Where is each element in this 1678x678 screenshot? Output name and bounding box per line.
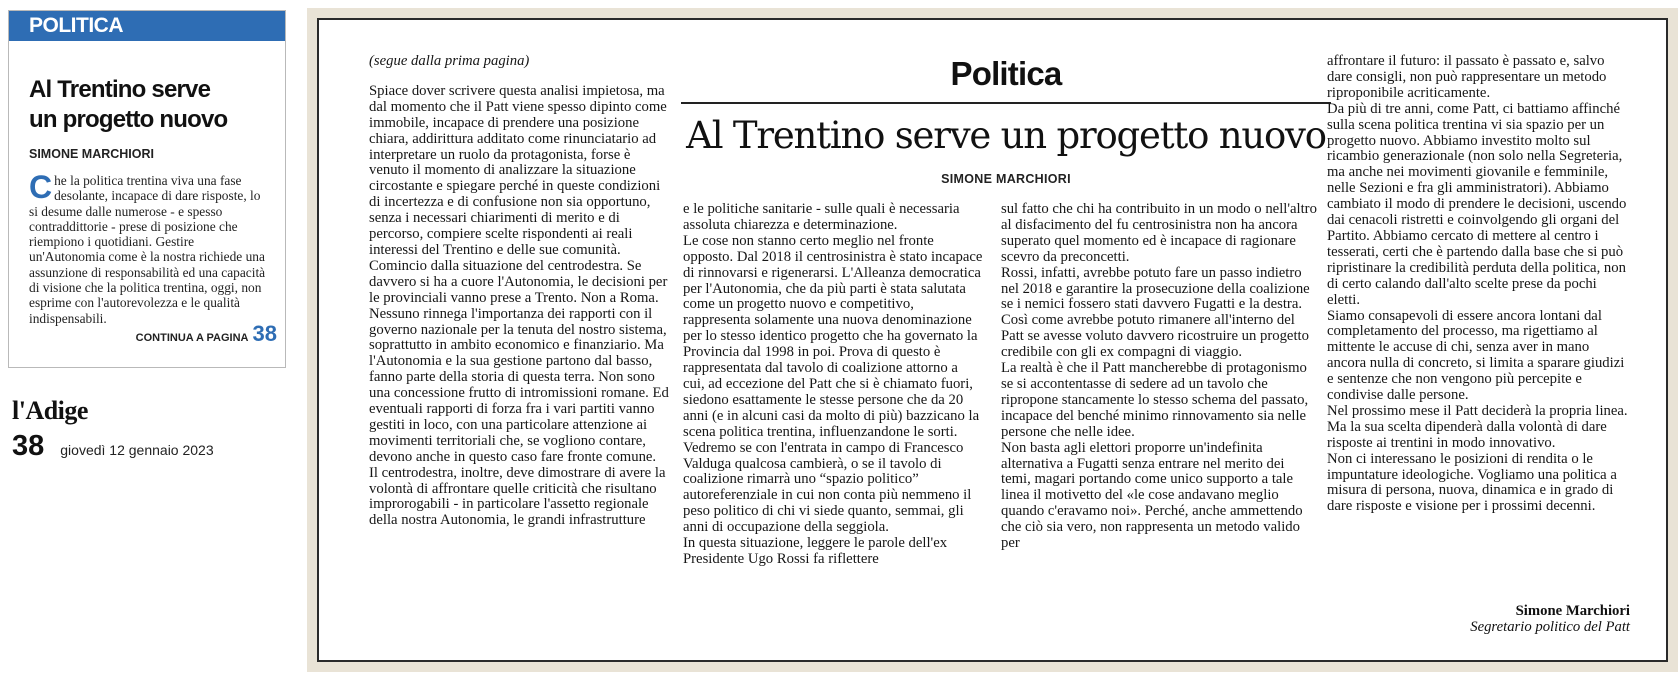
continua-page-number: 38 [252,321,277,346]
paragraph: Le cose non stanno certo meglio nel fronte opposto. Dal 2018 il centrosinistra è stato incapace di rinnovarsi e rigenerarsi. L'Alleanza democratica per l'Autonomia, che da più parti è stata salutata come un progetto nuovo e competitivo, rappresenta solamente una nuova denominazione per lo stesso identico progetto che ha governato la Provincia dal 1998 in poi. Prova di questo è rappresentata dal tavolo di coalizione attorno a cui, ad eccezione del Patt che si è chiamato fuori, siedono esattamente le stesse persone che da 20 anni (e in alcuni casi da molto di più) bazzicano la scena politica trentina, influenzandone le sorti. Vedremo se con l'entrata in campo di Francesco Valduga qualcosa cambierà, o se il tavolo di coalizione rimarrà uno “spazio politico” autoreferenziale in cui non conta più nemmeno il peso politico di chi vi siede quanto, semmai, gli anni di occupazione della seggiola. [683,232,983,536]
paragraph: In questa situazione, leggere le parole dell'ex Presidente Ugo Rossi fa riflettere [683,535,948,567]
segue-note: (segue dalla prima pagina) [369,53,530,69]
preview-excerpt [29,169,269,326]
author-signature [1470,603,1630,635]
headline-block [681,54,1331,186]
masthead [12,396,214,463]
article-preview-card[interactable] [8,10,286,368]
paragraph: Nel prossimo mese il Patt deciderà la propria linea. Ma la sua scelta dipenderà dalla volontà di dare risposte ai trentini in modo innovativo. [1327,402,1628,451]
preview-dropcap: C [29,169,53,205]
preview-title-line-2: un progetto nuovo [29,106,228,133]
article-column-3 [1001,202,1317,552]
preview-section-label: POLITICA [9,11,285,41]
signature-role: Segretario politico del Patt [1470,619,1630,635]
article-page-frame [307,8,1678,672]
paragraph: Rossi, infatti, avrebbe potuto fare un passo indietro nel 2018 e garantire la prosecuzione della coalizione se i nemici fossero stati davvero Fugatti e la destra. Così come avrebbe potuto rimanere all'interno del Patt se avesse voluto davvero ricostruire un progetto credibile con gli ex compagni di viaggio. [1001,264,1310,361]
paragraph: e le politiche sanitarie - sulle quali è necessaria assoluta chiarezza e determinazione. [683,201,960,233]
article-page [317,18,1668,662]
article-column-2 [683,202,983,568]
paragraph: Non ci interessano le posizioni di rendita o le impuntature ideologiche. Vogliamo una politica a misura di persona, nuova, dinamica e in grado di dare risposte e visione per i prossimi decenni. [1327,450,1617,515]
article-byline: SIMONE MARCHIORI [941,172,1071,186]
issue-row [12,430,214,463]
paragraph: affrontare il futuro: il passato è passato e, salvo dare consigli, non può rappresentare un metodo riproponibile acriticamente. [1327,53,1607,101]
paragraph: Non basta agli elettori proporre un'indefinita alternativa a Fugatti senza entrare nel merito dei temi, magari portando come unico supporto a tale linea il motivetto del «le cose andavano meglio quando c'eravamo noi». Perché, anche ammettendo che ciò sia vero, non rappresenta un metodo valido per [1001,439,1303,552]
paragraph: Siamo consapevoli di essere ancora lontani dal completamento del processo, ma rigettiamo al mittente le accuse di chi, senza aver in mano ancora nulla di concreto, si limita a sparare giudizi e sentenze che non vengono più percepite e condivise dalle persone. [1327,307,1625,404]
preview-title-line-1: Al Trentino serve [29,76,211,103]
preview-excerpt-text: he la politica trentina viva una fase desolante, incapace di dare risposte, lo si desume dalle numerose - e spesso contraddittorie - prese di posizione che riempiono i quotidiani. Gestire un'Autonomia come è la nostra richiede una assunzione di responsabilità ed una capacità di visione che la politica trentina, oggi, non esprime con l'autorevolezza e le qualità indispensabili. [29,173,266,326]
paragraph: Da più di tre anni, come Patt, ci battiamo affinché sulla scena politica trentina vi sia spazio per un progetto nuovo. Abbiamo investito molto sul ricambio generazionale (non solo nella Segreteria, ma anche nei movimenti giovanile e femminile, nelle Sezioni e fra gli amministratori). Abbiamo cambiato il modo di prendere le decisioni, uscendo dai cenacoli ristretti e coinvolgendo gli organi del Partito. Abbiamo cercato di mettere al centro i tesserati, certi che è partendo dalla base che si può ripristinare la credibilità perduta della politica, non di certo calando dall'alto scelte prese da pochi eletti. [1327,100,1627,308]
section-heading: Politica [950,55,1062,92]
headline-divider [681,102,1331,104]
preview-author: SIMONE MARCHIORI [29,147,154,161]
paragraph: Il centrodestra, inoltre, deve dimostrare di avere la volontà di affrontare quelle criticità che risultano improrogabili - in particolare l'assetto regionale della nostra Autonomia, le grandi infrastrutture [369,464,666,529]
article-column-1 [369,54,673,529]
signature-name: Simone Marchiori [1515,603,1630,619]
preview-title[interactable] [29,75,267,135]
newspaper-logo: l'Adige [12,396,88,425]
issue-date: giovedì 12 gennaio 2023 [60,442,214,458]
continua-label: CONTINUA A PAGINA [135,332,249,344]
paragraph: Comincio dalla situazione del centrodestra. Se davvero si ha a cuore l'Autonomia, le decisioni per le provinciali vanno prese a Trento. Non a Roma. Nessuno rinnega l'importanza dei rapporti con il governo nazionale per la tenuta del nostro sistema, soprattutto in ambito economico e finanziario. Ma l'Autonomia e la sua gestione partono dal basso, fanno parte della storia di questa terra. Non sono una concessione frutto di intromissioni romane. Ed eventuali rapporti di forza fra i vari partiti vanno gestiti in loco, con una particolare attenzione ai movimenti territoriali che, se vogliono contare, devono anche in questo caso fare fronte comune. [369,257,669,465]
page-number: 38 [12,430,45,462]
paragraph: La realtà è che il Patt mancherebbe di protagonismo se si accontentasse di sedere ad un tavolo che ripropone stancamente lo stesso schema del passato, incapace del benché minimo rinnovamento sia nelle persone che nelle idee. [1001,360,1309,440]
continua-link[interactable] [136,321,277,347]
article-column-4 [1327,54,1629,515]
article-title: Al Trentino serve un progetto nuovo [686,114,1326,157]
paragraph: sul fatto che chi ha contribuito in un modo o nell'altro al disfacimento del fu centrosinistra non ha ancora superato quel momento ed è incapace di ragionare scevro da preconcetti. [1001,201,1317,265]
paragraph: Spiace dover scrivere questa analisi impietosa, ma dal momento che il Patt viene spesso dipinto come immobile, incapace di prendere una posizione chiara, addirittura additato come rinunciatario ad interpretare un ruolo da protagonista, forse è venuto il momento di analizzare la situazione circostante e spiegare perché in queste condizioni di incertezza e di confusione non sia opportuno, senza i necessari chiarimenti di merito e di percorso, compiere scelte rispondenti ai reali interessi del Trentino e delle sue comunità. [369,82,667,258]
